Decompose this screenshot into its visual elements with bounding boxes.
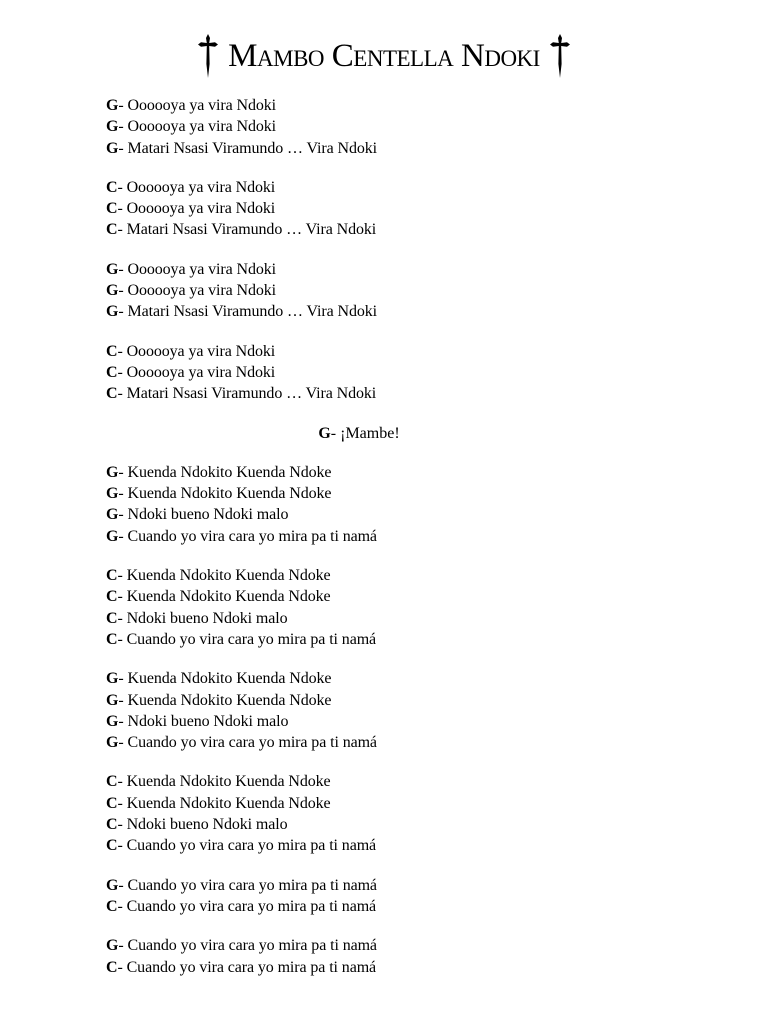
- dash: -: [117, 178, 123, 196]
- lyric-text: Cuando yo vira cara yo mira pa ti namá: [123, 876, 377, 894]
- lyric-text: Cuando yo vira cara yo mira pa ti namá: [122, 630, 377, 648]
- stanza: [106, 259, 726, 323]
- dash: -: [118, 691, 124, 709]
- singer-label: C: [106, 630, 118, 648]
- lyric-line: [106, 259, 726, 280]
- lyric-text: Kuenda Ndokito Kuenda Ndoke: [123, 670, 332, 688]
- singer-label: G: [106, 712, 119, 730]
- dash: -: [118, 303, 124, 321]
- lyric-text: Ndoki bueno Ndoki malo: [122, 816, 288, 834]
- lyric-line: [106, 526, 726, 547]
- dash: -: [118, 527, 124, 545]
- lyric-line: [106, 690, 726, 711]
- lyric-text: Oooooya ya vira Ndoki: [123, 97, 277, 114]
- lyric-line: [106, 483, 726, 504]
- stanza: [106, 668, 726, 753]
- lyric-line: [106, 362, 726, 383]
- lyric-text: Kuenda Ndokito Kuenda Ndoke: [122, 588, 331, 606]
- lyric-text: Oooooya ya vira Ndoki: [122, 178, 276, 196]
- singer-label: C: [106, 958, 118, 976]
- lyric-line: [106, 383, 726, 404]
- dash: -: [330, 424, 337, 442]
- dash: -: [117, 609, 123, 627]
- singer-label: G: [106, 97, 119, 114]
- dash: -: [117, 794, 123, 812]
- lyric-text: Ndoki bueno Ndoki malo: [122, 609, 288, 627]
- lyric-line: [106, 771, 726, 792]
- dash: -: [118, 139, 124, 157]
- singer-label: G: [106, 118, 119, 136]
- interlude-line: [106, 423, 612, 444]
- verse-group-oooooya: [106, 95, 726, 405]
- lyric-line: [106, 732, 726, 753]
- lyric-line: [106, 957, 726, 978]
- cross-icon: [550, 34, 570, 78]
- singer-label: G: [106, 670, 119, 688]
- singer-label: G: [106, 485, 119, 503]
- lyric-line: [106, 177, 726, 198]
- singer-label: G: [106, 303, 119, 321]
- lyric-text: Kuenda Ndokito Kuenda Ndoke: [123, 485, 332, 503]
- lyric-text: Oooooya ya vira Ndoki: [122, 200, 276, 218]
- lyric-line: [106, 341, 726, 362]
- lyric-text: Oooooya ya vira Ndoki: [123, 260, 277, 278]
- lyric-line: [106, 462, 726, 483]
- lyric-text: Cuando yo vira cara yo mira pa ti namá: [122, 897, 377, 915]
- lyric-text: Cuando yo vira cara yo mira pa ti namá: [123, 937, 377, 955]
- lyric-line: [106, 814, 726, 835]
- lyric-line: [106, 504, 726, 525]
- dash: -: [117, 567, 123, 585]
- lyric-line: [106, 875, 726, 896]
- singer-label: C: [106, 178, 118, 196]
- dash: -: [118, 712, 124, 730]
- singer-label: C: [106, 567, 118, 585]
- singer-label: G: [106, 876, 119, 894]
- singer-label: C: [106, 837, 118, 855]
- singer-label: G: [106, 139, 119, 157]
- dash: -: [117, 773, 123, 791]
- dash: -: [117, 200, 123, 218]
- singer-label: C: [106, 385, 118, 403]
- lyric-line: [106, 95, 726, 116]
- lyric-text: Kuenda Ndokito Kuenda Ndoke: [123, 463, 332, 481]
- lyric-text: Oooooya ya vira Ndoki: [123, 282, 277, 300]
- lyric-text: Matari Nsasi Viramundo … Vira Ndoki: [123, 303, 378, 321]
- lyric-text: Matari Nsasi Viramundo … Vira Ndoki: [122, 221, 377, 239]
- singer-label: G: [106, 937, 119, 955]
- stanza: [106, 341, 726, 405]
- lyric-line: [106, 198, 726, 219]
- lyric-text: Cuando yo vira cara yo mira pa ti namá: [123, 527, 377, 545]
- dash: -: [117, 816, 123, 834]
- lyric-line: [106, 793, 726, 814]
- stanza: [106, 565, 726, 650]
- lyric-line: [106, 586, 726, 607]
- lyric-line: [106, 629, 726, 650]
- lyric-line: [106, 280, 726, 301]
- dash: -: [118, 485, 124, 503]
- lyric-text: Matari Nsasi Viramundo … Vira Ndoki: [122, 385, 377, 403]
- dash: -: [118, 463, 124, 481]
- dash: -: [118, 506, 124, 524]
- lyric-line: [106, 116, 726, 137]
- singer-label: G: [106, 691, 119, 709]
- lyric-text: Kuenda Ndokito Kuenda Ndoke: [122, 773, 331, 791]
- lyric-text: Ndoki bueno Ndoki malo: [123, 506, 289, 524]
- stanza: [106, 177, 726, 241]
- singer-label: G: [106, 734, 119, 752]
- singer-label: C: [106, 342, 118, 360]
- lyric-text: Oooooya ya vira Ndoki: [122, 363, 276, 381]
- dash: -: [118, 937, 124, 955]
- dash: -: [117, 363, 123, 381]
- dash: -: [118, 260, 124, 278]
- lyric-text: Oooooya ya vira Ndoki: [122, 342, 276, 360]
- lyric-text: Matari Nsasi Viramundo … Vira Ndoki: [123, 139, 378, 157]
- lyric-line: [106, 301, 726, 322]
- stanza: [106, 95, 726, 159]
- singer-label: C: [106, 221, 118, 239]
- singer-label: G: [106, 527, 119, 545]
- lyric-line: [106, 935, 726, 956]
- lyric-line: [106, 608, 726, 629]
- singer-label: C: [106, 609, 118, 627]
- lyric-text: Ndoki bueno Ndoki malo: [123, 712, 289, 730]
- dash: -: [117, 342, 123, 360]
- dash: -: [117, 958, 123, 976]
- singer-label: G: [106, 260, 119, 278]
- dash: -: [117, 837, 123, 855]
- stanza: [106, 462, 726, 547]
- lyric-text: Kuenda Ndokito Kuenda Ndoke: [122, 794, 331, 812]
- dash: -: [118, 670, 124, 688]
- dash: -: [118, 876, 124, 894]
- stanza: [106, 875, 726, 918]
- page-title: Mambo Centella Ndoki: [228, 37, 540, 74]
- lyric-line: [106, 896, 726, 917]
- singer-label: C: [106, 897, 118, 915]
- singer-label: G: [106, 463, 119, 481]
- stanza: [106, 771, 726, 856]
- lyric-text: Kuenda Ndokito Kuenda Ndoke: [123, 691, 332, 709]
- lyric-line: [106, 835, 726, 856]
- lyrics-body: [106, 95, 726, 978]
- singer-label: G: [318, 424, 331, 442]
- dash: -: [118, 118, 124, 136]
- lyric-line: [106, 711, 726, 732]
- singer-label: C: [106, 794, 118, 812]
- page-title-row: [0, 28, 768, 84]
- lyric-text: Kuenda Ndokito Kuenda Ndoke: [122, 567, 331, 585]
- singer-label: G: [106, 282, 119, 300]
- singer-label: C: [106, 816, 118, 834]
- cross-icon: [198, 34, 218, 78]
- dash: -: [117, 588, 123, 606]
- verse-group-kuenda: [106, 462, 726, 978]
- singer-label: C: [106, 200, 118, 218]
- lyric-line: [106, 565, 726, 586]
- lyric-text: Cuando yo vira cara yo mira pa ti namá: [122, 837, 377, 855]
- lyric-line: [106, 219, 726, 240]
- dash: -: [117, 897, 123, 915]
- dash: -: [117, 221, 123, 239]
- lyric-line: [106, 138, 726, 159]
- lyric-text: Oooooya ya vira Ndoki: [123, 118, 277, 136]
- dash: -: [118, 734, 124, 752]
- lyric-text: Cuando yo vira cara yo mira pa ti namá: [122, 958, 377, 976]
- dash: -: [117, 385, 123, 403]
- singer-label: G: [106, 506, 119, 524]
- stanza: [106, 935, 726, 978]
- singer-label: C: [106, 588, 118, 606]
- lyric-line: [106, 668, 726, 689]
- lyric-text: Cuando yo vira cara yo mira pa ti namá: [123, 734, 377, 752]
- singer-label: C: [106, 363, 118, 381]
- dash: -: [118, 97, 124, 114]
- dash: -: [118, 282, 124, 300]
- lyric-text: ¡Mambe!: [336, 424, 400, 442]
- dash: -: [117, 630, 123, 648]
- singer-label: C: [106, 773, 118, 791]
